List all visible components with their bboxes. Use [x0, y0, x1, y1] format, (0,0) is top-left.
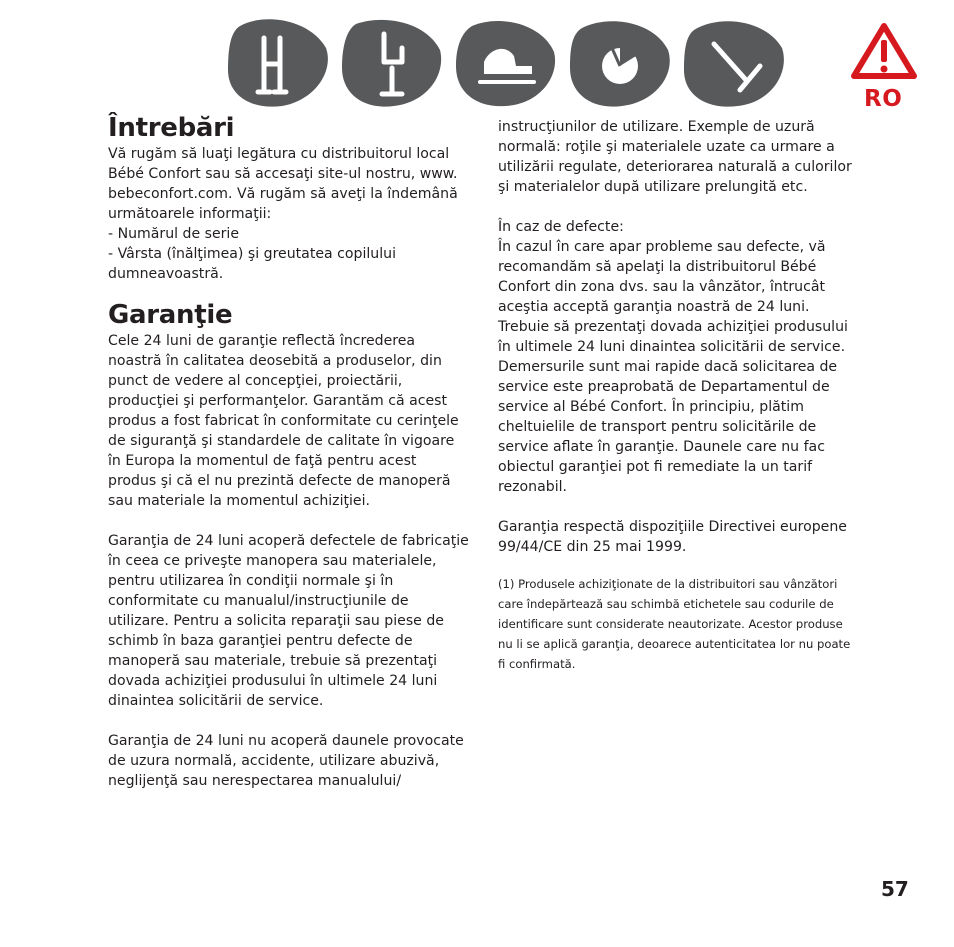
warranty-paragraph-3: Garanţia de 24 luni nu acoperă daunele provocate de uzura normală, accidente, utilizare abuzivă, neglijenţă sau nerespectarea manualului/	[108, 733, 464, 789]
high-chair-icon	[226, 18, 330, 108]
language-label: RO	[864, 86, 903, 112]
wear-examples-paragraph: instrucţiunilor de utilizare. Exemple de uzură normală: roţile şi materialele uzate ca urmare a utilizării regulate, deteriorarea naturală a culorilor şi materialelor după utilizare prelungită etc.	[498, 119, 852, 195]
left-column	[108, 112, 478, 791]
directive-paragraph: Garanţia respectă dispoziţiile Directivei europene 99/44/CE din 25 mai 1999.	[498, 519, 847, 555]
warranty-heading: Garanţie	[108, 300, 233, 330]
bouncer-icon	[454, 18, 558, 108]
fold-icon	[682, 18, 786, 108]
mode-icons-row	[226, 18, 786, 110]
questions-heading: Întrebări	[108, 113, 235, 143]
footnote: (1) Produsele achiziţionate de la distribuitori sau vânzători care îndepărtează sau schimbă etichetele sau codurile de identificare sunt considerate neautorizate. Acestor produse nu li se aplică garanţia, deoarece autenticitatea lor nu poate fi confirmată.	[498, 577, 851, 671]
recline-icon	[568, 18, 672, 108]
page-number: 57	[881, 877, 909, 901]
right-column	[498, 117, 868, 674]
chair-icon	[340, 18, 444, 108]
defects-paragraph: În caz de defecte: În cazul în care apar probleme sau defecte, vă recomandăm să apelaţi la distribuitorul Bébé Confort din zona dvs. sau la vânzător, întrucât aceştia acceptă garanţia noastră de 24 luni. Trebuie să prezentaţi dovada achiziţiei produsului în ultimele 24 luni dinaintea solicitării de service. Demersurile sunt mai rapide dacă solicitarea de service este preaprobată de Departamentul de service al Bébé Confort. În principiu, plătim cheltuielile de transport pentru solicitările de service aflate în garanţie. Daunele care nu fac obiectul garanţiei pot fi remediate la un tarif rezonabil.	[498, 219, 848, 495]
questions-text: Vă rugăm să luaţi legătura cu distribuitorul local Bébé Confort sau să accesaţi site-ul nostru, www. bebeconfort.com. Vă rugăm să aveţi la îndemână următoarele informaţii: - Numărul de serie - Vârsta (înălţimea) şi greutatea copilului dumneavoastră.	[108, 146, 458, 282]
warranty-paragraph-1: Cele 24 luni de garanţie reflectă încrederea noastră în calitatea deosebită a produselor, din punct de vedere al concepţiei, proiectării, producţiei şi performanţelor. Garantăm că acest produs a fost fabricat în conformitate cu cerinţele de siguranţă şi standardele de calitate în vigoare în Europa la momentul de faţă pentru acest produs şi că el nu prezintă defecte de manoperă sau materiale la momentul achiziţiei.	[108, 333, 459, 509]
warranty-paragraph-2: Garanţia de 24 luni acoperă defectele de fabricaţie în ceea ce priveşte manopera sau materialele, pentru utilizarea în condiţii normale şi în conformitate cu manualul/instrucţiunile de utilizare. Pentru a solicita reparaţii sau piese de schimb în baza garanţiei pentru defecte de manoperă sau materiale, trebuie să prezentaţi dovada achiziţiei produsului în ultimele 24 luni dinaintea solicitării de service.	[108, 533, 469, 709]
